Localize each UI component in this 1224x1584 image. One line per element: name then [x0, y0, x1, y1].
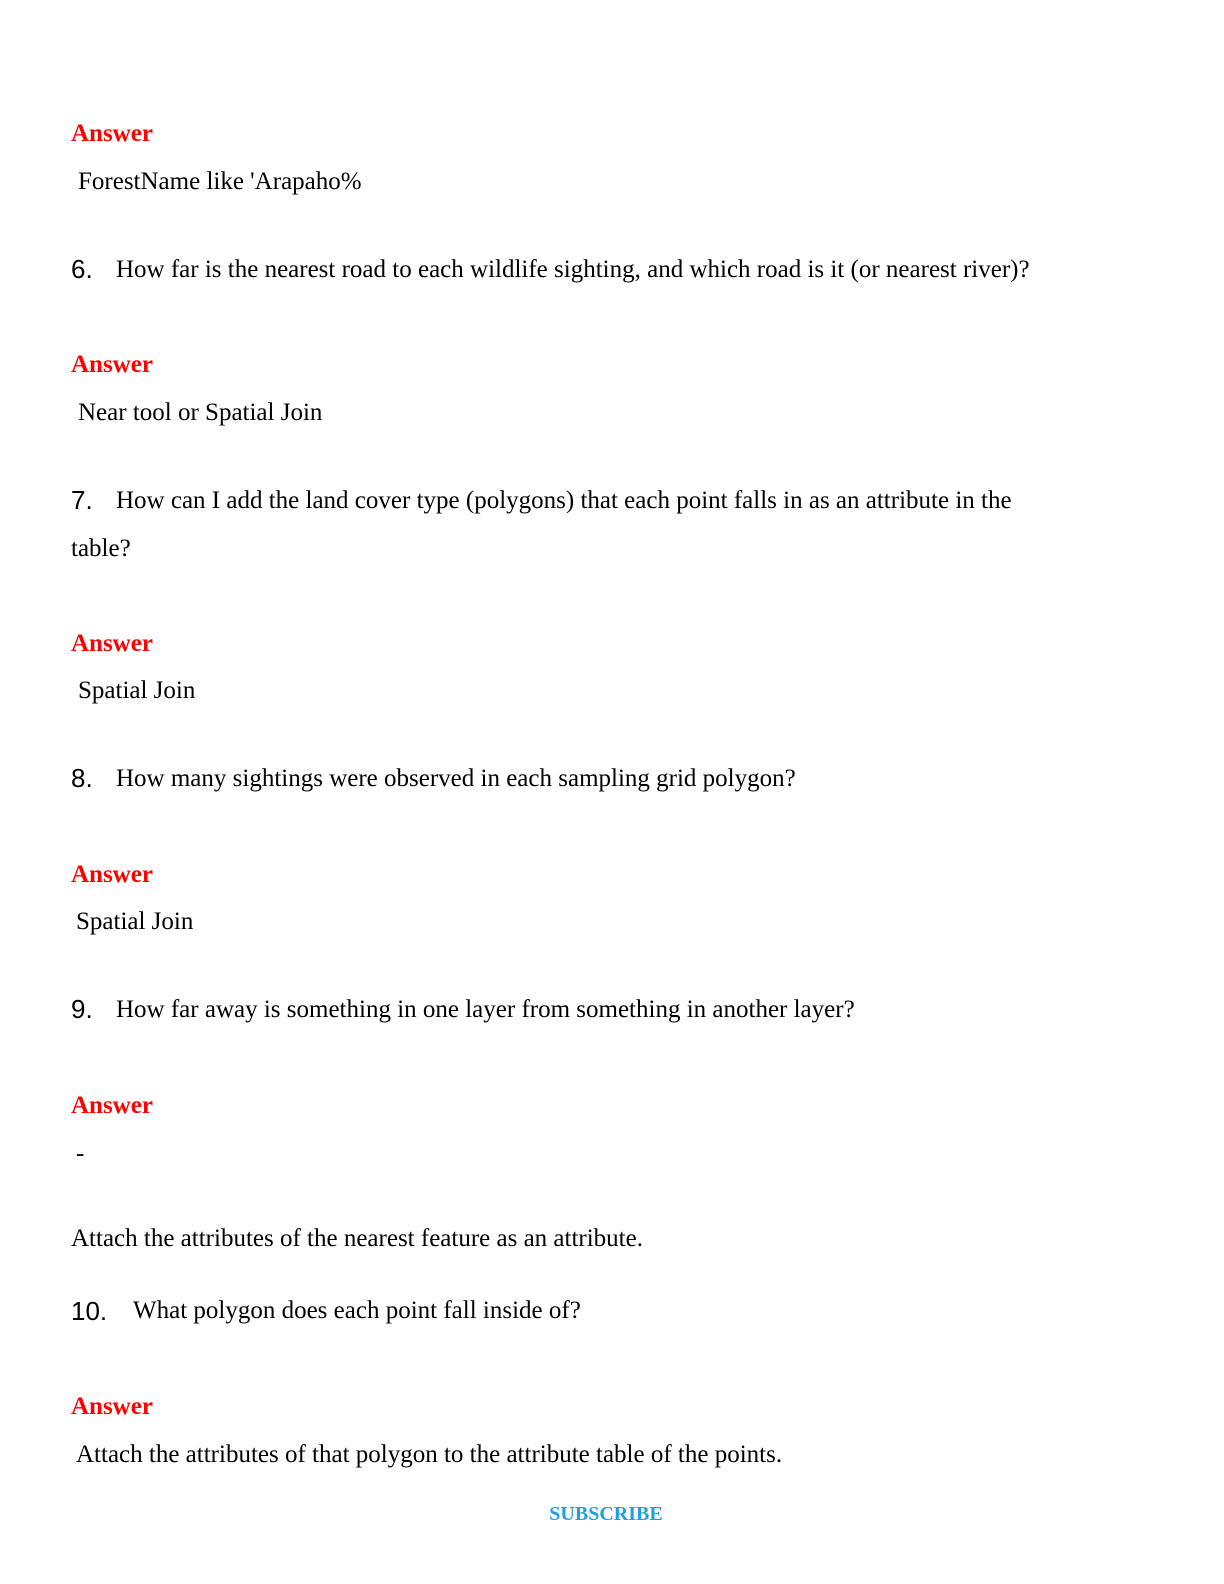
answer-text: ForestName like 'Arapaho% — [78, 168, 362, 195]
question-number: 8. — [71, 763, 93, 793]
answer-label: Answer — [71, 120, 153, 147]
question-number: 7. — [71, 485, 93, 515]
answer-label: Answer — [71, 1092, 153, 1119]
answer-label: Answer — [71, 630, 153, 657]
answer-label: Answer — [71, 351, 153, 378]
answer-text: Spatial Join — [78, 677, 196, 704]
answer-dash: - — [76, 1140, 85, 1167]
question-number: 6. — [71, 254, 93, 284]
question-text: What polygon does each point fall inside of? — [133, 1297, 581, 1324]
question-text-continued: table? — [71, 535, 131, 562]
answer-label: Answer — [71, 861, 153, 888]
question-number: 10. — [71, 1296, 108, 1326]
answer-text: Attach the attributes of the nearest feature as an attribute. — [71, 1225, 643, 1252]
answer-text: Spatial Join — [76, 908, 194, 935]
question-text: How far is the nearest road to each wildlife sighting, and which road is it (or nearest river)? — [116, 256, 1030, 283]
subscribe-link[interactable]: SUBSCRIBE — [549, 1503, 663, 1525]
answer-text: Near tool or Spatial Join — [78, 399, 323, 426]
answer-label: Answer — [71, 1393, 153, 1420]
question-text: How far away is something in one layer from something in another layer? — [116, 996, 855, 1023]
question-text: How many sightings were observed in each sampling grid polygon? — [116, 765, 796, 792]
question-text: How can I add the land cover type (polygons) that each point falls in as an attribute in the — [116, 487, 1012, 514]
question-number: 9. — [71, 994, 93, 1024]
answer-text: Attach the attributes of that polygon to the attribute table of the points. — [76, 1441, 783, 1468]
